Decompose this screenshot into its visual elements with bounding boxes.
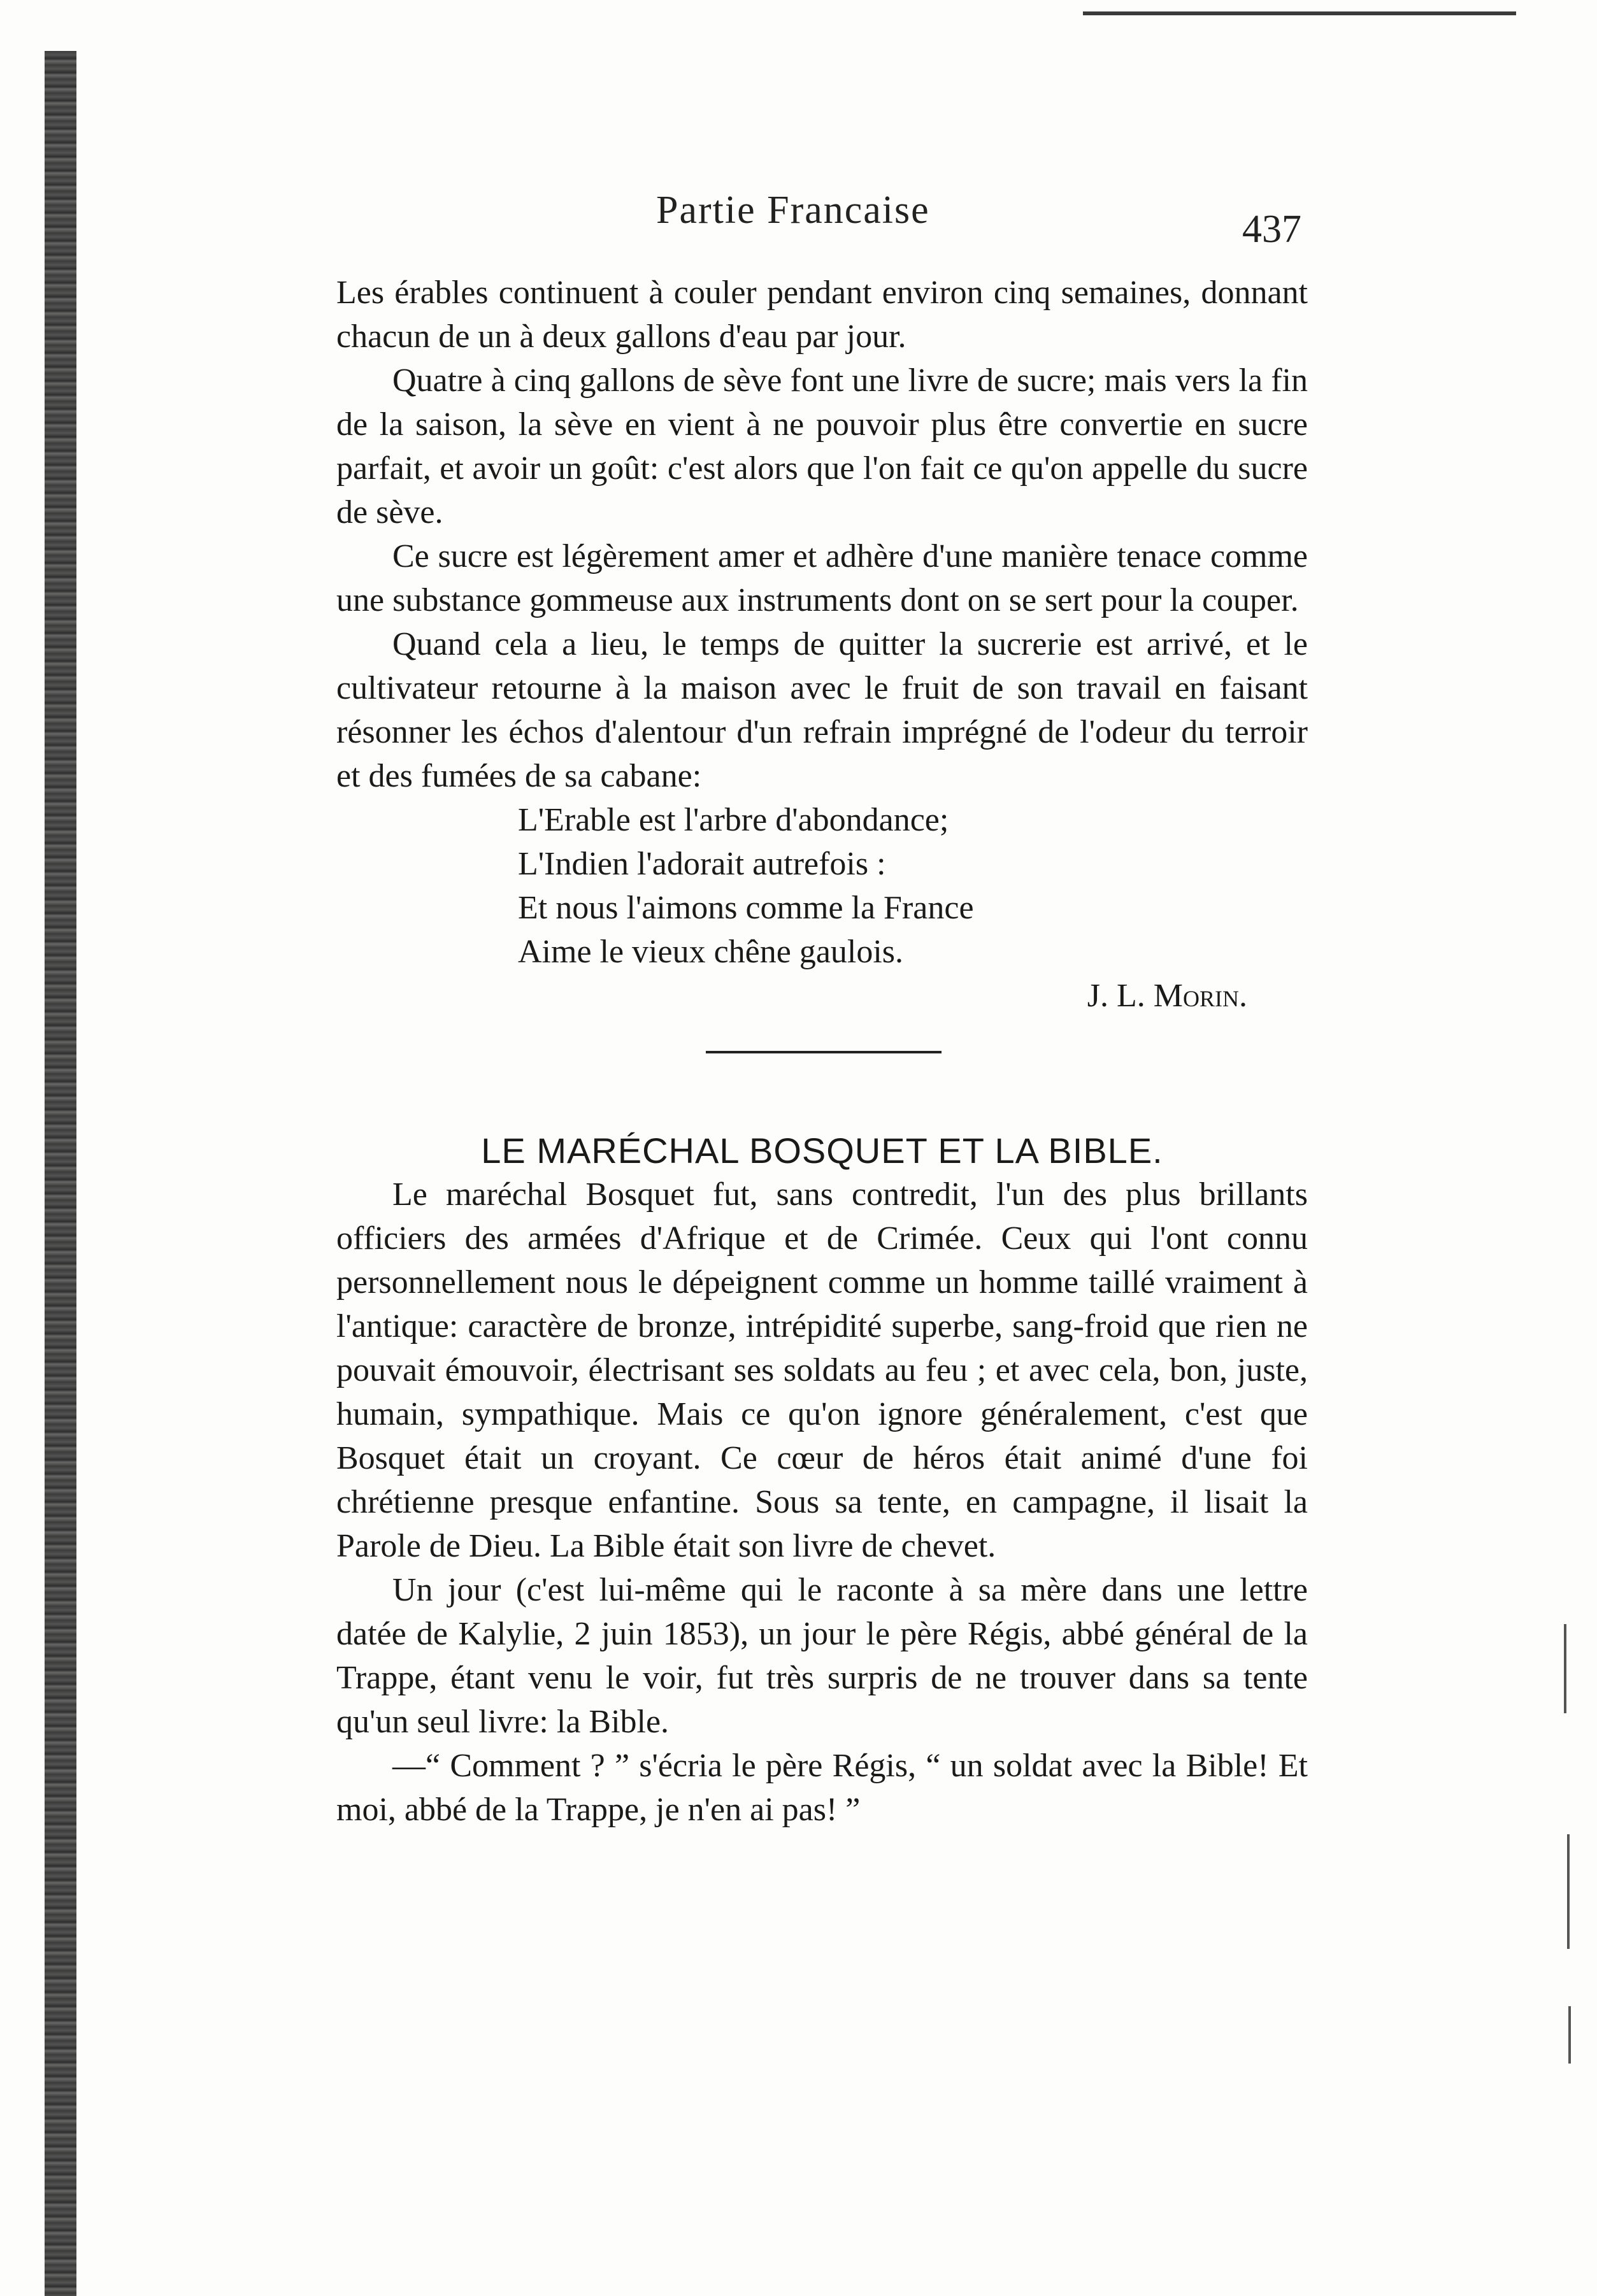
- binding-edge: [45, 51, 76, 2296]
- paragraph: —“ Comment ? ” s'écria le père Régis, “ un soldat avec la Bible! Et moi, abbé de la Trappe, je n'en ai pas! ”: [336, 1748, 1308, 1828]
- scan-mark: [1568, 2006, 1571, 2064]
- paragraph: Quatre à cinq gallons de sève font une livre de sucre; mais vers la fin de la saison, la sève en vient à ne pouvoir plus être convertie en sucre parfait, et avoir un goût: c'est alors que l'on fait ce qu'on appelle du sucre de sève.: [336, 362, 1308, 531]
- verse-line: L'Erable est l'arbre d'abondance;: [518, 802, 949, 838]
- paragraph: Ce sucre est légèrement amer et adhère d'une manière tenace comme une substance gommeuse aux instruments dont on se sert pour la couper.: [336, 538, 1308, 618]
- section-divider: [706, 1051, 942, 1053]
- running-title: Partie Francaise: [656, 189, 930, 232]
- paragraph: Le maréchal Bosquet fut, sans contredit, l'un des plus brillants officiers des armées d'Afrique et de Crimée. Ceux qui l'ont connu personnellement nous le dépeignent comme un homme taillé vraiment à l'antique: caractère de bronze, intrépidité superbe, sang-froid que rien ne pouvait émouvoir, électrisant ses soldats au feu ; et avec cela, bon, juste, humain, sympathique. Mais ce qu'on ignore généralement, c'est que Bosquet était un croyant. Ce cœur de héros était animé d'une foi chrétienne presque enfantine. Sous sa tente, en campagne, il lisait la Parole de Dieu. La Bible était son livre de chevet.: [336, 1176, 1308, 1564]
- signature: J. L. Morin.: [1087, 978, 1247, 1014]
- page-number: 437: [1242, 208, 1301, 251]
- verse-line: L'Indien l'adorait autrefois :: [518, 846, 886, 882]
- verse-block: [518, 798, 1308, 974]
- paragraph: Les érables continuent à couler pendant environ cinq semaines, donnant chacun de un à deux gallons d'eau par jour.: [336, 275, 1308, 355]
- top-scan-rule: [1083, 11, 1516, 15]
- text-block: [336, 271, 1308, 1832]
- scan-mark: [1564, 1624, 1566, 1713]
- paragraph: Quand cela a lieu, le temps de quitter la sucrerie est arrivé, et le cultivateur retourne à la maison avec le fruit de son travail en faisant résonner les échos d'alentour d'un refrain imprégné de l'odeur du terroir et des fumées de sa cabane:: [336, 626, 1308, 794]
- paragraph: Un jour (c'est lui-même qui le raconte à sa mère dans une lettre datée de Kalylie, 2 juin 1853), un jour le père Régis, abbé général de la Trappe, étant venu le voir, fut très surpris de ne trouver dans sa tente qu'un seul livre: la Bible.: [336, 1572, 1308, 1740]
- section-title: LE MARÉCHAL BOSQUET ET LA BIBLE.: [481, 1130, 1163, 1171]
- verse-line: Et nous l'aimons comme la France: [518, 890, 974, 926]
- scan-mark: [1567, 1834, 1570, 1949]
- verse-line: Aime le vieux chêne gaulois.: [518, 934, 904, 970]
